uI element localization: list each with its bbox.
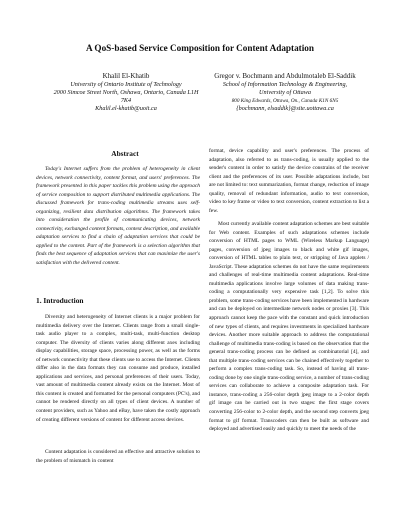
introduction-paragraph: Content adaptation is considered an effective and attractive solution to the problem of mismatch in content: [36, 449, 200, 464]
author-affiliation: University of Ontario Institute of Technology: [70, 81, 182, 88]
body-paragraph: Most currently available content adaptation schemes are best suitable for Web content. Examples of such adaptations schemes include conversion of HTML pages to WML (Wireless Markup Language) pages, conversion of jpeg images to black and white gif images, conversion of HTML tables to plain text, or stripping of Java applets / JavaScript. These adaptation schemes do not have the same requirements and challenges of real-time multimedia content adaptations. Real-time multimedia applications involve large volumes of data making trans-coding a computationally very expensive task [1,2]. To solve this problem, some trans-coding services have been implemented in hardware and can be deployed on intermediate network nodes or proxies [3]. This approach cannot keep the pace with the constant and quick introduction of new types of clients, and requires investments in specialized hardware devices. Another more suitable approach to address the computational challenge of multimedia trans-coding is based on the observation that the general trans-coding process can be defined as combinatorial [4], and that multiple trans-coding services can be chained effectively together to perform a complex trans-coding task. So, instead of having all trans-coding done by one single trans-coding service, a number of trans-coding services can collaborate to achieve a composite adaptation task. For instance, trans-coding a 256-color depth jpeg image to a 2-color depth gif image can be carried out in two stages: the first stage covers converting 256-color to 2-color depth, and the second step converts jpeg format to gif format. Transcoders can then be built as software and deployed and advertised easily and quickly to meet the needs of the: [209, 221, 369, 433]
abstract-text: Today's Internet suffers from the problem of heterogeneity in client devices, network connectivity, content format, and users' preferences. The framework presented in this paper tackles this problem using the approach of service composition to support distributed multimedia applications. The discussed framework for trans-coding multimedia streams uses self-organizing, resilient data distribution algorithms. The framework takes into consideration the profile of communicating devices, network connectivity, exchanged content formats, context description, and available adaptation services to find a chain of adaptation services that could be applied to the content. Part of the framework is a selection algorithm that finds the best sequence of adaptation services that can maximize the user's satisfaction with the delivered content.: [36, 166, 200, 267]
author-email: Khalil.el-khatib@uoit.ca: [95, 105, 157, 113]
author-email: {bochmann, elsaddik}@site.uottawa.ca: [236, 105, 334, 113]
author-name: Khalil El-Khatib: [102, 72, 150, 80]
introduction-heading: 1. Introduction: [36, 296, 84, 305]
author-block-1: [52, 72, 200, 113]
author-block-2: [212, 72, 358, 113]
abstract-heading: Abstract: [111, 149, 139, 158]
author-affiliation: School of Information Technology & Engineering, University of Ottawa: [222, 81, 348, 97]
introduction-paragraph: Diversity and heterogeneity of Internet clients is a major problem for multimedia delivery over the Internet. Clients range from a small single-task audio player to a complex, multi-task, multi-function desktop computer. The diversity of clients varies along different axes including display capabilities, storage space, processing power, as well as the forms of network connectivity that these clients use to access the Internet. Clients differ also in the data formats they can consume and produce, installed applications and services, and personal preferences of their users. Today, vast amount of multimedia content already exists on the Internet. Most of this content is created and formatted for the personal computers (PC's), and cannot be rendered directly on all types of client devices. A number of content providers, such as Yahoo and eBay, have taken the costly approach of creating different versions of content for different access devices.: [36, 314, 200, 423]
author-name: Gregor v. Bochmann and Abdulmotaleb El-Saddik: [214, 72, 356, 80]
body-paragraph: format, device capability and user's preferences. The process of adaptation, also referred to as trans-coding, is usually applied to the sender's content in order to satisfy the device constrains of the receiver client and the preferences of its user. Possible adaptations include, but are not limited to: text summarization, format change, reduction of image quality, removal of redundant information, audio to text conversion, video to key frame or video to text conversion, content extraction to list a few.: [209, 148, 369, 214]
paper-title: A QoS-based Service Composition for Content Adaptation: [86, 43, 314, 53]
author-address: 2000 Simcoe Street North, Oshawa, Ontario, Canada L1H 7K4: [53, 89, 199, 105]
author-address: 800 King Edwards, Ottawa, On., Canada K1N 6N5: [231, 98, 339, 105]
